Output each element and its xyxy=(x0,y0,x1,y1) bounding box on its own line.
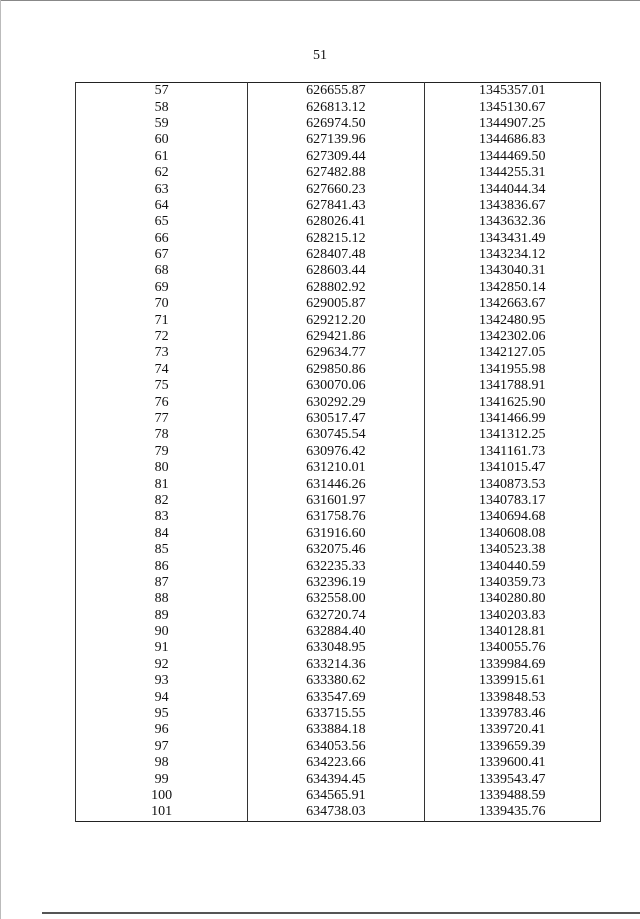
point-number-cell: 57 xyxy=(76,83,248,100)
point-number-cell: 78 xyxy=(76,427,248,443)
y-coordinate-cell: 1340694.68 xyxy=(424,509,600,525)
point-number-cell: 91 xyxy=(76,640,248,656)
table-row xyxy=(76,411,601,427)
y-coordinate-cell: 1339659.39 xyxy=(424,739,600,755)
table-row xyxy=(76,165,601,181)
table-row xyxy=(76,771,601,787)
x-coordinate-cell: 629634.77 xyxy=(248,345,424,361)
table-row xyxy=(76,689,601,705)
x-coordinate-cell: 631210.01 xyxy=(248,460,424,476)
x-coordinate-cell: 626974.50 xyxy=(248,116,424,132)
x-coordinate-cell: 633048.95 xyxy=(248,640,424,656)
x-coordinate-cell: 633380.62 xyxy=(248,673,424,689)
coordinates-table xyxy=(75,82,601,822)
y-coordinate-cell: 1344469.50 xyxy=(424,149,600,165)
y-coordinate-cell: 1339435.76 xyxy=(424,804,600,821)
x-coordinate-cell: 627482.88 xyxy=(248,165,424,181)
table-row xyxy=(76,591,601,607)
x-coordinate-cell: 628026.41 xyxy=(248,214,424,230)
table-row xyxy=(76,378,601,394)
table-row xyxy=(76,312,601,328)
point-number-cell: 89 xyxy=(76,608,248,624)
point-number-cell: 100 xyxy=(76,788,248,804)
table-row xyxy=(76,788,601,804)
table-row xyxy=(76,657,601,673)
point-number-cell: 61 xyxy=(76,149,248,165)
table-row xyxy=(76,575,601,591)
table-row xyxy=(76,116,601,132)
point-number-cell: 80 xyxy=(76,460,248,476)
table-row xyxy=(76,526,601,542)
table-row xyxy=(76,345,601,361)
y-coordinate-cell: 1340203.83 xyxy=(424,608,600,624)
x-coordinate-cell: 627660.23 xyxy=(248,181,424,197)
point-number-cell: 85 xyxy=(76,542,248,558)
y-coordinate-cell: 1341625.90 xyxy=(424,394,600,410)
x-coordinate-cell: 629005.87 xyxy=(248,296,424,312)
y-coordinate-cell: 1343632.36 xyxy=(424,214,600,230)
x-coordinate-cell: 633715.55 xyxy=(248,706,424,722)
x-coordinate-cell: 627841.43 xyxy=(248,198,424,214)
x-coordinate-cell: 631758.76 xyxy=(248,509,424,525)
y-coordinate-cell: 1339543.47 xyxy=(424,771,600,787)
y-coordinate-cell: 1339600.41 xyxy=(424,755,600,771)
x-coordinate-cell: 632396.19 xyxy=(248,575,424,591)
point-number-cell: 63 xyxy=(76,181,248,197)
point-number-cell: 101 xyxy=(76,804,248,821)
y-coordinate-cell: 1343234.12 xyxy=(424,247,600,263)
y-coordinate-cell: 1340440.59 xyxy=(424,558,600,574)
table-row xyxy=(76,181,601,197)
table-row xyxy=(76,755,601,771)
table-row xyxy=(76,247,601,263)
table-row xyxy=(76,263,601,279)
page-number: 51 xyxy=(313,48,327,63)
coordinates-table-body xyxy=(76,83,601,822)
y-coordinate-cell: 1343431.49 xyxy=(424,231,600,247)
x-coordinate-cell: 630517.47 xyxy=(248,411,424,427)
point-number-cell: 75 xyxy=(76,378,248,394)
x-coordinate-cell: 634223.66 xyxy=(248,755,424,771)
table-row xyxy=(76,608,601,624)
y-coordinate-cell: 1343836.67 xyxy=(424,198,600,214)
point-number-cell: 90 xyxy=(76,624,248,640)
x-coordinate-cell: 628802.92 xyxy=(248,280,424,296)
table-row xyxy=(76,329,601,345)
point-number-cell: 81 xyxy=(76,476,248,492)
table-row xyxy=(76,476,601,492)
point-number-cell: 87 xyxy=(76,575,248,591)
point-number-cell: 96 xyxy=(76,722,248,738)
x-coordinate-cell: 631601.97 xyxy=(248,493,424,509)
y-coordinate-cell: 1345357.01 xyxy=(424,83,600,100)
point-number-cell: 68 xyxy=(76,263,248,279)
table-row xyxy=(76,509,601,525)
x-coordinate-cell: 626813.12 xyxy=(248,99,424,115)
y-coordinate-cell: 1341015.47 xyxy=(424,460,600,476)
point-number-cell: 72 xyxy=(76,329,248,345)
point-number-cell: 98 xyxy=(76,755,248,771)
x-coordinate-cell: 627139.96 xyxy=(248,132,424,148)
x-coordinate-cell: 634053.56 xyxy=(248,739,424,755)
point-number-cell: 58 xyxy=(76,99,248,115)
table-row xyxy=(76,558,601,574)
x-coordinate-cell: 628215.12 xyxy=(248,231,424,247)
y-coordinate-cell: 1341955.98 xyxy=(424,362,600,378)
point-number-cell: 71 xyxy=(76,312,248,328)
table-row xyxy=(76,460,601,476)
table-row xyxy=(76,83,601,100)
x-coordinate-cell: 633214.36 xyxy=(248,657,424,673)
point-number-cell: 86 xyxy=(76,558,248,574)
scan-edge-top xyxy=(0,0,640,1)
table-row xyxy=(76,542,601,558)
point-number-cell: 88 xyxy=(76,591,248,607)
y-coordinate-cell: 1344907.25 xyxy=(424,116,600,132)
x-coordinate-cell: 626655.87 xyxy=(248,83,424,100)
point-number-cell: 70 xyxy=(76,296,248,312)
y-coordinate-cell: 1341466.99 xyxy=(424,411,600,427)
y-coordinate-cell: 1339848.53 xyxy=(424,689,600,705)
point-number-cell: 76 xyxy=(76,394,248,410)
y-coordinate-cell: 1341161.73 xyxy=(424,444,600,460)
point-number-cell: 74 xyxy=(76,362,248,378)
y-coordinate-cell: 1340783.17 xyxy=(424,493,600,509)
point-number-cell: 77 xyxy=(76,411,248,427)
y-coordinate-cell: 1344255.31 xyxy=(424,165,600,181)
table-row xyxy=(76,673,601,689)
point-number-cell: 66 xyxy=(76,231,248,247)
table-row xyxy=(76,706,601,722)
y-coordinate-cell: 1342480.95 xyxy=(424,312,600,328)
x-coordinate-cell: 630976.42 xyxy=(248,444,424,460)
point-number-cell: 93 xyxy=(76,673,248,689)
table-row xyxy=(76,804,601,821)
point-number-cell: 97 xyxy=(76,739,248,755)
y-coordinate-cell: 1340128.81 xyxy=(424,624,600,640)
y-coordinate-cell: 1344044.34 xyxy=(424,181,600,197)
y-coordinate-cell: 1340608.08 xyxy=(424,526,600,542)
table-row xyxy=(76,362,601,378)
y-coordinate-cell: 1340523.38 xyxy=(424,542,600,558)
point-number-cell: 59 xyxy=(76,116,248,132)
x-coordinate-cell: 634738.03 xyxy=(248,804,424,821)
table-row xyxy=(76,280,601,296)
x-coordinate-cell: 632558.00 xyxy=(248,591,424,607)
y-coordinate-cell: 1342302.06 xyxy=(424,329,600,345)
y-coordinate-cell: 1342127.05 xyxy=(424,345,600,361)
x-coordinate-cell: 634565.91 xyxy=(248,788,424,804)
table-row xyxy=(76,394,601,410)
point-number-cell: 73 xyxy=(76,345,248,361)
x-coordinate-cell: 628407.48 xyxy=(248,247,424,263)
y-coordinate-cell: 1342663.67 xyxy=(424,296,600,312)
point-number-cell: 65 xyxy=(76,214,248,230)
point-number-cell: 69 xyxy=(76,280,248,296)
y-coordinate-cell: 1339488.59 xyxy=(424,788,600,804)
scan-edge-left xyxy=(0,0,1,919)
table-row xyxy=(76,214,601,230)
y-coordinate-cell: 1344686.83 xyxy=(424,132,600,148)
y-coordinate-cell: 1345130.67 xyxy=(424,99,600,115)
y-coordinate-cell: 1339720.41 xyxy=(424,722,600,738)
table-row xyxy=(76,231,601,247)
point-number-cell: 94 xyxy=(76,689,248,705)
y-coordinate-cell: 1339783.46 xyxy=(424,706,600,722)
point-number-cell: 84 xyxy=(76,526,248,542)
y-coordinate-cell: 1339915.61 xyxy=(424,673,600,689)
table-row xyxy=(76,722,601,738)
y-coordinate-cell: 1340280.80 xyxy=(424,591,600,607)
point-number-cell: 64 xyxy=(76,198,248,214)
table-row xyxy=(76,493,601,509)
table-row xyxy=(76,149,601,165)
table-row xyxy=(76,296,601,312)
table-row xyxy=(76,739,601,755)
x-coordinate-cell: 631916.60 xyxy=(248,526,424,542)
x-coordinate-cell: 632884.40 xyxy=(248,624,424,640)
table-row xyxy=(76,640,601,656)
table-row xyxy=(76,444,601,460)
point-number-cell: 60 xyxy=(76,132,248,148)
point-number-cell: 67 xyxy=(76,247,248,263)
x-coordinate-cell: 630745.54 xyxy=(248,427,424,443)
scan-edge-bottom xyxy=(42,912,640,914)
x-coordinate-cell: 627309.44 xyxy=(248,149,424,165)
table-row xyxy=(76,99,601,115)
table-row xyxy=(76,427,601,443)
point-number-cell: 83 xyxy=(76,509,248,525)
y-coordinate-cell: 1340873.53 xyxy=(424,476,600,492)
point-number-cell: 95 xyxy=(76,706,248,722)
x-coordinate-cell: 629850.86 xyxy=(248,362,424,378)
x-coordinate-cell: 631446.26 xyxy=(248,476,424,492)
point-number-cell: 62 xyxy=(76,165,248,181)
y-coordinate-cell: 1342850.14 xyxy=(424,280,600,296)
x-coordinate-cell: 634394.45 xyxy=(248,771,424,787)
point-number-cell: 99 xyxy=(76,771,248,787)
y-coordinate-cell: 1340055.76 xyxy=(424,640,600,656)
point-number-cell: 82 xyxy=(76,493,248,509)
x-coordinate-cell: 629212.20 xyxy=(248,312,424,328)
y-coordinate-cell: 1341788.91 xyxy=(424,378,600,394)
y-coordinate-cell: 1343040.31 xyxy=(424,263,600,279)
table-row xyxy=(76,624,601,640)
y-coordinate-cell: 1341312.25 xyxy=(424,427,600,443)
point-number-cell: 92 xyxy=(76,657,248,673)
x-coordinate-cell: 629421.86 xyxy=(248,329,424,345)
x-coordinate-cell: 633547.69 xyxy=(248,689,424,705)
y-coordinate-cell: 1339984.69 xyxy=(424,657,600,673)
x-coordinate-cell: 628603.44 xyxy=(248,263,424,279)
x-coordinate-cell: 632720.74 xyxy=(248,608,424,624)
x-coordinate-cell: 633884.18 xyxy=(248,722,424,738)
table-row xyxy=(76,132,601,148)
x-coordinate-cell: 632235.33 xyxy=(248,558,424,574)
x-coordinate-cell: 630292.29 xyxy=(248,394,424,410)
table-row xyxy=(76,198,601,214)
x-coordinate-cell: 632075.46 xyxy=(248,542,424,558)
y-coordinate-cell: 1340359.73 xyxy=(424,575,600,591)
x-coordinate-cell: 630070.06 xyxy=(248,378,424,394)
point-number-cell: 79 xyxy=(76,444,248,460)
